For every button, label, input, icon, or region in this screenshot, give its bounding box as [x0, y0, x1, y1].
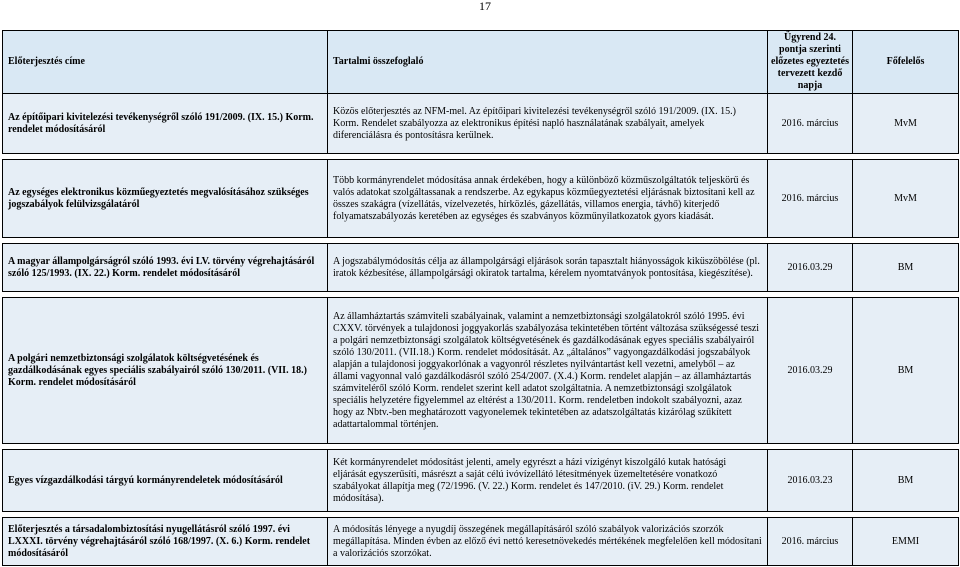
row-responsible: MvM	[853, 94, 959, 154]
row-responsible: MvM	[853, 160, 959, 238]
table-row	[3, 244, 959, 292]
legislation-table	[2, 30, 959, 566]
row-title: Egyes vízgazdálkodási tárgyú kormányrendeletek módosításáról	[3, 450, 328, 512]
header-summary: Tartalmi összefoglaló	[328, 31, 768, 94]
row-title: Az építőipari kivitelezési tevékenységről szóló 191/2009. (IX. 15.) Korm. rendelet módosításáról	[3, 94, 328, 154]
table-row	[3, 298, 959, 444]
row-responsible: BM	[853, 450, 959, 512]
row-date: 2016.03.29	[768, 298, 853, 444]
row-title: Az egységes elektronikus közműegyeztetés megvalósításához szükséges jogszabályok felülvizsgálatáról	[3, 160, 328, 238]
header-date: Ügyrend 24. pontja szerinti előzetes egyeztetés tervezett kezdő napja	[768, 31, 853, 94]
header-title: Előterjesztés címe	[3, 31, 328, 94]
row-date: 2016. március	[768, 94, 853, 154]
row-summary: Több kormányrendelet módosítása annak érdekében, hogy a különböző közműszolgáltatók teljeskörű és valós adatokat szolgáltassanak a rendszerbe. Az egykapus közműegyeztetési eljárásnak biztosítani kell az összes szakágra (vízellátás, vízelvezetés, hírközlés, gázellátás, villamos energia, távhő) kiterjedő folyamatszabályozás keretében az egységes és szabványos közműnyilatkozatok gyors kiadását.	[328, 160, 768, 238]
row-summary: Az államháztartás számviteli szabályainak, valamint a nemzetbiztonsági szolgálatokról szóló 1995. évi CXXV. törvények a tulajdonosi joggyakorlás szabályozása tekintetében történt változása szükségessé teszi a polgári nemzetbiztonsági szolgálatok költségvetésének és gazdálkodásának egyes speciális szabályairól szóló 130/2011. (VII.18.) Korm. rendelet módosítását. Az „általános” vagyongazdálkodási jogszabályok alapján a tulajdonosi joggyakorlónak a vagyonról részletes nyilvántartást kell vezetni, amelyből – az állami vagyonnal való gazdálkodásról szóló 254/2007. (X.4.) Korm. rendelet alapján – az államháztartás számviteléről szóló Korm. rendelet szerint kell adatot szolgáltatnia. A nemzetbiztonsági szolgálatok speciális helyzetére figyelemmel az eltérést a 130/2011. Korm. rendeletben indokolt szabályozni, azaz hogy az Nbtv.-ben meghatározott vagyonelemek tekintetében az adatszolgáltatás kizárólag szűkített adattartalommal történjen.	[328, 298, 768, 444]
row-title: A polgári nemzetbiztonsági szolgálatok költségvetésének és gazdálkodásának egyes speciális szabályairól szóló 130/2011. (VII. 18.) Korm. rendelet módosításáról	[3, 298, 328, 444]
table-row	[3, 160, 959, 238]
row-responsible: BM	[853, 244, 959, 292]
row-date: 2016.03.23	[768, 450, 853, 512]
row-summary: Két kormányrendelet módosítást jelenti, amely egyrészt a házi vízigényt kiszolgáló kutak hatósági eljárását egyszerűsíti, másrészt a saját célú ivóvízellátó létesítmények üzemeltetésére vonatkozó szabályokat állapítja meg (72/1996. (V. 22.) Korm. rendelet és 147/2010. (iV. 29.) Korm. rendelet módosítása).	[328, 450, 768, 512]
row-date: 2016. március	[768, 518, 853, 566]
table-row	[3, 94, 959, 154]
row-summary: A jogszabálymódosítás célja az állampolgársági eljárások során tapasztalt hiányosságok kiküszöbölése (pl. iratok kézbesítése, állampolgársági okiratok tartalma, kérelem nyomtatványok pontosítása, kiegészítése).	[328, 244, 768, 292]
row-summary: A módosítás lényege a nyugdíj összegének megállapításáról szóló szabályok valorizációs szorzók megállapítása. Minden évben az előző évi nettó keresetnövekedés mértékének megfelelően kell módosítani a valorizációs szorzókat.	[328, 518, 768, 566]
table-row	[3, 450, 959, 512]
row-title: A magyar állampolgárságról szóló 1993. évi LV. törvény végrehajtásáról szóló 125/1993. (IX. 22.) Korm. rendelet módosításáról	[3, 244, 328, 292]
row-date: 2016. március	[768, 160, 853, 238]
row-date: 2016.03.29	[768, 244, 853, 292]
table-row	[3, 518, 959, 566]
row-summary: Közös előterjesztés az NFM-mel. Az építőipari kivitelezési tevékenységről szóló 191/2009. (IX. 15.) Korm. Rendelet szabályozza az elektronikus építési napló használatának szabályait, amelyek diferenciálásra és pontosításra kerülnek.	[328, 94, 768, 154]
row-responsible: EMMI	[853, 518, 959, 566]
row-title: Előterjesztés a társadalombiztosítási nyugellátásról szóló 1997. évi LXXXI. törvény végrehajtásáról szóló 168/1997. (X. 6.) Korm. rendelet módosításáról	[3, 518, 328, 566]
header-responsible: Főfelelős	[853, 31, 959, 94]
table-header-row	[3, 31, 959, 94]
page-number: 17	[479, 0, 491, 13]
row-responsible: BM	[853, 298, 959, 444]
